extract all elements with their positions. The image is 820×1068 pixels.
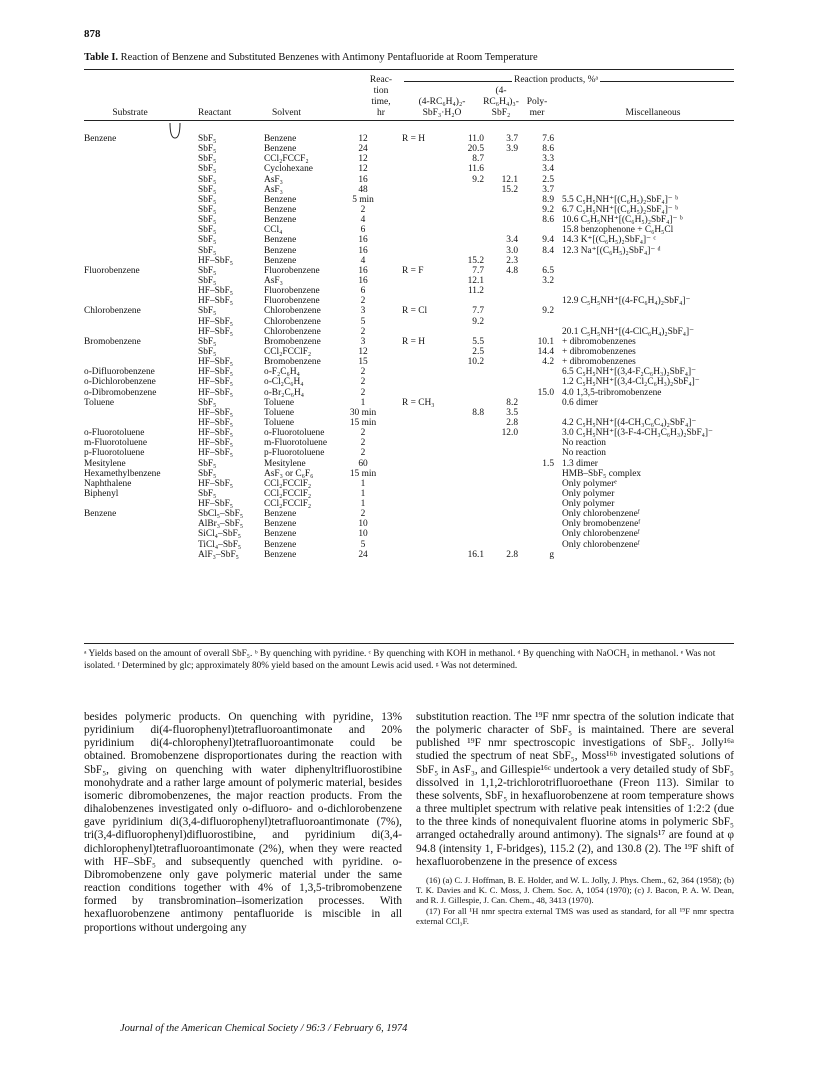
cell-reactant: SbF₅	[198, 458, 217, 469]
cell-reactant: HF–SbF₅	[198, 407, 234, 418]
cell-substrate: o-Difluorobenzene	[84, 367, 155, 378]
cell-solvent: Benzene	[264, 144, 297, 155]
cell-misc: 0.6 dimer	[562, 397, 598, 408]
cell-reactant: SbF₅	[198, 225, 217, 236]
header-time: Reac- tion time, hr	[369, 75, 393, 118]
cell-polymer: 3.3	[542, 154, 554, 165]
cell-diaryl: 8.7	[472, 154, 484, 165]
cell-substrate: Benzene	[84, 134, 117, 144]
cell-substrate: Chlorobenzene	[84, 306, 141, 317]
header-col-b: (4- RC₆H₄)₃- SbF₂	[483, 86, 519, 118]
cell-time: 2	[360, 296, 366, 307]
cell-triaryl: 15.2	[501, 184, 518, 195]
cell-reactant: HF–SbF₅	[198, 316, 234, 327]
cell-substrate: Hexamethylbenzene	[84, 468, 161, 479]
header-solvent: Solvent	[272, 108, 302, 118]
cell-substrate: o-Dichlorobenzene	[84, 377, 156, 388]
cell-solvent: Toluene	[264, 417, 295, 428]
cell-polymer: 7.6	[542, 134, 554, 144]
cell-reactant: SbF₅	[198, 134, 217, 144]
cell-misc: + dibromobenzenes	[562, 346, 636, 357]
cell-solvent: Benzene	[264, 235, 297, 246]
cell-diaryl: 16.1	[467, 549, 484, 560]
cell-polymer: 1.5	[542, 458, 554, 469]
cell-time: 2	[360, 377, 366, 388]
reaction-products-label: Reaction products, %ᵃ	[514, 75, 599, 85]
cell-diaryl: 12.1	[467, 275, 484, 286]
journal-footer: Journal of the American Chemical Society / 96:3 / February 6, 1974	[120, 1023, 408, 1034]
cell-triaryl: 4.8	[506, 265, 518, 276]
cell-time: 12	[358, 154, 368, 165]
cell-solvent: AsF₃ or C₆F₆	[264, 468, 314, 479]
cell-polymer: g	[549, 549, 554, 560]
cell-polymer: 4.2	[542, 357, 554, 368]
cell-solvent: Bromobenzene	[264, 357, 321, 368]
cell-solvent: Benzene	[264, 509, 297, 520]
cell-time: 5	[360, 539, 366, 550]
cell-diaryl: 9.2	[472, 316, 484, 327]
cell-reactant: SbF₅	[198, 265, 217, 276]
cell-solvent: Fluorobenzene	[264, 265, 320, 276]
cell-misc: Only polymer	[562, 499, 615, 510]
body-left-column	[84, 711, 402, 935]
cell-misc: No reaction	[562, 448, 606, 459]
cell-reactant: SbF₅	[198, 468, 217, 479]
table-row	[84, 306, 734, 316]
cell-triaryl: 2.3	[506, 255, 518, 266]
cell-solvent: Benzene	[264, 194, 297, 205]
cell-time: 16	[358, 245, 368, 256]
table-row	[84, 499, 734, 509]
cell-misc: 6.7 C₅H₅NH⁺[(C₆H₅)₂SbF₄]⁻ ᵇ	[562, 204, 679, 215]
cell-reactant: SbF₅	[198, 235, 217, 246]
cell-time: 12	[358, 134, 368, 144]
cell-diaryl: 9.2	[472, 174, 484, 185]
cell-solvent: Benzene	[264, 245, 297, 256]
cell-polymer: 9.2	[542, 306, 554, 317]
cell-solvent: CCl₂FCClF₂	[264, 499, 312, 510]
cell-solvent: AsF₃	[264, 275, 283, 286]
cell-diaryl: 2.5	[472, 346, 484, 357]
reference-17: (17) For all ¹H nmr spectra external TMS was used as standard, for all ¹⁹F nmr spectra external CCl₃F.	[416, 905, 734, 926]
table-row	[84, 185, 734, 195]
table-row	[84, 408, 734, 418]
table-row	[84, 164, 734, 174]
cell-triaryl: 3.4	[506, 235, 518, 246]
cell-time: 24	[358, 549, 368, 560]
cell-solvent: Benzene	[264, 255, 297, 266]
cell-reactant: HF–SbF₅	[198, 296, 234, 307]
cell-misc: 12.3 Na⁺[(C₆H₅)₂SbF₄]⁻ ᵈ	[562, 245, 661, 256]
cell-reactant: HF–SbF₅	[198, 478, 234, 489]
cell-reactant: SbF₅	[198, 397, 217, 408]
cell-diaryl: 7.7	[472, 265, 484, 276]
cell-substrate: Naphthalene	[84, 478, 132, 489]
cell-solvent: Benzene	[264, 539, 297, 550]
cell-reactant: SbF₅	[198, 215, 217, 226]
cell-misc: 14.3 K⁺[(C₆H₅)₂SbF₄]⁻ ᶜ	[562, 235, 656, 246]
cell-misc: + dibromobenzenes	[562, 357, 636, 368]
cell-time: 4	[360, 255, 366, 266]
cell-solvent: p-Fluorotoluene	[264, 448, 325, 459]
table-row	[84, 448, 734, 458]
table-row	[84, 225, 734, 235]
table-top-rule	[84, 69, 734, 70]
cell-diaryl: 20.5	[467, 144, 484, 155]
table-row	[84, 459, 734, 469]
cell-time: 16	[358, 235, 368, 246]
cell-reactant: HF–SbF₅	[198, 286, 234, 297]
cell-triaryl: 3.9	[506, 144, 518, 155]
cell-misc: Only bromobenzeneᶠ	[562, 519, 641, 530]
cell-time: 1	[360, 478, 366, 489]
cell-time: 16	[358, 174, 368, 185]
header-col-a: (4-RC₆H₄)₂- SbF₃·H₂O	[418, 97, 466, 118]
cell-triaryl: 12.1	[501, 174, 518, 185]
cell-time: 2	[360, 428, 366, 439]
cell-misc: Only polymerᵉ	[562, 478, 617, 489]
cell-time: 15 min	[349, 468, 377, 479]
cell-misc: 6.5 C₅H₅NH⁺[(3,4-F₂C₆H₃)₂SbF₄]⁻	[562, 367, 697, 378]
cell-solvent: Chlorobenzene	[264, 306, 321, 317]
cell-polymer: 8.6	[542, 144, 554, 155]
cell-reactant: SbF₅	[198, 154, 217, 165]
cell-misc: 4.0 1,3,5-tribromobenzene	[562, 387, 662, 398]
cell-reactant: HF–SbF₅	[198, 438, 234, 449]
cell-time: 2	[360, 387, 366, 398]
cell-diaryl: 11.2	[467, 286, 484, 297]
cell-polymer: 14.4	[537, 346, 554, 357]
table-header-rule	[84, 120, 734, 121]
cell-reactant: SbF₅	[198, 245, 217, 256]
cell-misc: Only polymer	[562, 488, 615, 499]
cell-time: 3	[360, 306, 366, 317]
cell-misc: + dibromobenzenes	[562, 336, 636, 347]
references	[416, 875, 734, 926]
cell-solvent: Benzene	[264, 519, 297, 530]
cell-triaryl: 2.8	[506, 549, 518, 560]
cell-triaryl: 12.0	[501, 428, 518, 439]
table-row	[84, 377, 734, 387]
cell-reactant: HF–SbF₅	[198, 255, 234, 266]
cell-misc: No reaction	[562, 438, 606, 449]
cell-reactant: SbF₅	[198, 346, 217, 357]
cell-solvent: Toluene	[264, 407, 295, 418]
cell-time: 2	[360, 326, 366, 337]
cell-diaryl: 8.8	[472, 407, 484, 418]
table-caption-text: Reaction of Benzene and Substituted Benzenes with Antimony Pentafluoride at Room Temperature	[120, 52, 538, 63]
reference-16: (16) (a) C. J. Hoffman, B. E. Holder, and W. L. Jolly, J. Phys. Chem., 62, 364 (1958); (b) T. K. Davies and K. C. Moss, J. Chem. Soc. A, 1054 (1970); (c) J. Bacon, P. A. W. Dean, and R. J. Gillespie, J. Can. Chem., 48, 3413 (1970).	[416, 874, 734, 905]
cell-reactant: SbF₅	[198, 306, 217, 317]
cell-solvent: Cyclohexane	[264, 164, 313, 175]
cell-substrate: o-Fluorotoluene	[84, 428, 145, 439]
table-row	[84, 175, 734, 185]
cell-misc: 20.1 C₅H₅NH⁺[(4-ClC₆H₄)₂SbF₄]⁻	[562, 326, 695, 337]
cell-solvent: Chlorobenzene	[264, 326, 321, 337]
cell-solvent: CCl₂FCClF₂	[264, 346, 312, 357]
cell-reactant: SbCl₅–SbF₅	[198, 509, 244, 520]
cell-reactant: SbF₅	[198, 204, 217, 215]
table-caption-label: Table I.	[84, 52, 119, 63]
cell-solvent: o-Cl₂C₆H₄	[264, 377, 304, 388]
cell-reactant: SbF₅	[198, 144, 217, 155]
table-row	[84, 195, 734, 205]
header-misc: Miscellaneous	[625, 108, 681, 118]
cell-diaryl: 7.7	[472, 306, 484, 317]
table-row	[84, 398, 734, 408]
cell-reactant: SbF₅	[198, 164, 217, 175]
cell-reactant: SbF₅	[198, 275, 217, 286]
cell-reactant: SbF₅	[198, 488, 217, 499]
table-row	[84, 154, 734, 164]
cell-solvent: Benzene	[264, 529, 297, 540]
table-footnotes: ᵃ Yields based on the amount of overall SbF₅. ᵇ By quenching with pyridine. ᶜ By quenching with KOH in methanol. ᵈ By quenching with NaOCH₃ in methanol. ᵉ Was not isolated. ᶠ Determined by glc; approximately 80% yield based on the amount Lewis acid used. ᵍ Was not determined.	[84, 649, 716, 671]
cell-polymer: 6.5	[542, 265, 554, 276]
cell-polymer: 3.7	[542, 184, 554, 195]
cell-reactant: AlF₃–SbF₅	[198, 549, 239, 560]
cell-misc: 15.8 benzophenone + C₆H₅Cl	[562, 225, 674, 236]
cell-substrate: Mesitylene	[84, 458, 126, 469]
cell-reactant: HF–SbF₅	[198, 428, 234, 439]
cell-polymer: 3.4	[542, 164, 554, 175]
table-row	[84, 438, 734, 448]
header-substrate: Substrate	[112, 108, 148, 118]
cell-substituent: R = H	[402, 134, 425, 144]
cell-time: 4	[360, 215, 366, 226]
cell-solvent: CCl₂FCClF₂	[264, 488, 312, 499]
table-row	[84, 357, 734, 367]
data-table	[84, 134, 734, 560]
cell-time: 24	[358, 144, 368, 155]
cell-reactant: SbF₅	[198, 174, 217, 185]
cell-misc: 5.5 C₅H₅NH⁺[(C₆H₅)₂SbF₄]⁻ ᵇ	[562, 194, 679, 205]
cell-misc: 12.9 C₅H₅NH⁺[(4-FC₆H₄)₂SbF₄]⁻	[562, 296, 691, 307]
cell-misc: Only chlorobenzeneᶠ	[562, 509, 640, 520]
body-right-text: substitution reaction. The ¹⁹F nmr spectra of the solution indicate that the polymeric character of SbF₅ is maintained. There are several published ¹⁹F nmr spectroscopic investigations of SbF₅. Jolly¹⁶ᵃ studied the spectrum of neat SbF₅, Moss¹⁶ᵇ investigated solutions of SbF₅ in AsF₃, and Gillespie¹⁶ᶜ undertook a very detailed study of SbF₅ dissolved in 1,1,2-trichlorotrifluoroethane (Freon 113). Similar to these solvents, SbF₅ in hexafluorobenzene at room temperature shows a three multiplet spectrum with relative peak intensities of 1:2:2 (due to the three kinds of nonequivalent fluorine atoms in polymeric SbF₅ arranged octahedrally around antimony). The signals¹⁷ are found at φ 94.8 (intensity 1, F-bridges), 115.2 (2), and 130.8 (2). The ¹⁹F shift of hexafluorobenzene in the presence of excess	[416, 711, 734, 868]
table-row	[84, 235, 734, 245]
table-row	[84, 276, 734, 286]
cell-substrate: Toluene	[84, 397, 115, 408]
cell-reactant: SbF₅	[198, 184, 217, 195]
cell-time: 15	[358, 357, 368, 368]
cell-misc: Only chlorobenzeneᶠ	[562, 539, 640, 550]
cell-solvent: Benzene	[264, 549, 297, 560]
cell-time: 30 min	[349, 407, 377, 418]
cell-solvent: o-F₂C₆H₄	[264, 367, 300, 378]
table-row	[84, 296, 734, 306]
cell-reactant: HF–SbF₅	[198, 357, 234, 368]
cell-substrate: p-Fluorotoluene	[84, 448, 145, 459]
table-row	[84, 205, 734, 215]
header-polymer: Poly- mer	[526, 97, 548, 118]
table-row	[84, 266, 734, 276]
cell-time: 2	[360, 438, 366, 449]
cell-diaryl: 11.6	[467, 164, 484, 175]
table-row	[84, 134, 734, 144]
cell-time: 2	[360, 204, 366, 215]
cell-time: 6	[360, 225, 366, 236]
cell-diaryl: 11.0	[467, 134, 484, 144]
cell-solvent: Benzene	[264, 204, 297, 215]
table-row	[84, 347, 734, 357]
cell-solvent: Fluorobenzene	[264, 296, 320, 307]
table-row	[84, 509, 734, 519]
cell-polymer: 3.2	[542, 275, 554, 286]
table-row	[84, 367, 734, 377]
cell-time: 48	[358, 184, 368, 195]
cell-substrate: o-Dibromobenzene	[84, 387, 157, 398]
cell-time: 2	[360, 448, 366, 459]
cell-substituent: R = F	[402, 265, 424, 276]
cell-time: 2	[360, 367, 366, 378]
cell-reactant: HF–SbF₅	[198, 499, 234, 510]
table-row	[84, 388, 734, 398]
cell-substituent: R = H	[402, 336, 425, 347]
cell-triaryl: 2.8	[506, 417, 518, 428]
table-row	[84, 479, 734, 489]
cell-misc: 3.0 C₅H₅NH⁺[(3-F-4-CH₃C₆H₃)₂SbF₄]⁻	[562, 428, 714, 439]
table-caption	[84, 52, 538, 63]
cell-reactant: HF–SbF₅	[198, 387, 234, 398]
cell-diaryl: 10.2	[467, 357, 484, 368]
table-row	[84, 327, 734, 337]
cell-time: 5	[360, 316, 366, 327]
cell-triaryl: 3.0	[506, 245, 518, 256]
cell-time: 1	[360, 499, 366, 510]
table-row	[84, 337, 734, 347]
cell-time: 3	[360, 336, 366, 347]
header-reactant: Reactant	[198, 108, 232, 118]
cell-triaryl: 3.5	[506, 407, 518, 418]
table-row	[84, 418, 734, 428]
table-row	[84, 246, 734, 256]
table-row	[84, 215, 734, 225]
cell-reactant: AlBr₃–SbF₅	[198, 519, 244, 530]
cell-reactant: TiCl₄–SbF₅	[198, 539, 242, 550]
cell-time: 10	[358, 519, 368, 530]
cell-polymer: 8.4	[542, 245, 554, 256]
cell-reactant: HF–SbF₅	[198, 448, 234, 459]
cell-reactant: SiCl₄–SbF₅	[198, 529, 242, 540]
cell-solvent: Benzene	[264, 215, 297, 226]
cell-solvent: CCl₂FCCF₂	[264, 154, 309, 165]
cell-substrate: Biphenyl	[84, 488, 119, 499]
cell-time: 6	[360, 286, 366, 297]
cell-time: 60	[358, 458, 368, 469]
table-row	[84, 540, 734, 550]
cell-polymer: 10.1	[537, 336, 554, 347]
cell-diaryl: 5.5	[472, 336, 484, 347]
cell-time: 16	[358, 275, 368, 286]
cell-misc: Only chlorobenzeneᶠ	[562, 529, 640, 540]
table-row	[84, 144, 734, 154]
table-row	[84, 469, 734, 479]
table-row	[84, 317, 734, 327]
cell-time: 12	[358, 346, 368, 357]
cell-polymer: 8.6	[542, 215, 554, 226]
cell-solvent: Toluene	[264, 397, 295, 408]
cell-reactant: HF–SbF₅	[198, 417, 234, 428]
table-row	[84, 519, 734, 529]
cell-misc: 10.6 C₅H₅NH⁺[(C₆H₅)₂SbF₄]⁻ ᵇ	[562, 215, 683, 226]
cell-substituent: R = CH₃	[402, 397, 435, 408]
cell-triaryl: 8.2	[506, 397, 518, 408]
cell-time: 5 min	[352, 194, 374, 205]
cell-reactant: HF–SbF₅	[198, 377, 234, 388]
table-row	[84, 286, 734, 296]
cell-substrate: Bromobenzene	[84, 336, 141, 347]
body-right-column	[416, 711, 734, 927]
cell-time: 10	[358, 529, 368, 540]
cell-solvent: Fluorobenzene	[264, 286, 320, 297]
table-row	[84, 428, 734, 438]
cell-misc: 4.2 C₅H₅NH⁺[(4-CH₃C₆C₄)₂SbF₄]⁻	[562, 417, 697, 428]
cell-substrate: m-Fluorotoluene	[84, 438, 148, 449]
cell-solvent: o-Fluorotoluene	[264, 428, 325, 439]
cell-reactant: HF–SbF₅	[198, 367, 234, 378]
table-row	[84, 550, 734, 560]
cell-solvent: Mesitylene	[264, 458, 306, 469]
cell-misc: 1.3 dimer	[562, 458, 598, 469]
cell-time: 2	[360, 509, 366, 520]
cell-solvent: Benzene	[264, 134, 297, 144]
cell-triaryl: 3.7	[506, 134, 518, 144]
cell-polymer: 9.2	[542, 204, 554, 215]
table-row	[84, 489, 734, 499]
cell-solvent: o-Br₂C₆H₄	[264, 387, 305, 398]
cell-reactant: SbF₅	[198, 336, 217, 347]
cell-solvent: AsF₃	[264, 184, 283, 195]
cell-reactant: HF–SbF₅	[198, 326, 234, 337]
cell-time: 15 min	[349, 417, 377, 428]
cell-solvent: Bromobenzene	[264, 336, 321, 347]
cell-substituent: R = Cl	[402, 306, 428, 317]
cell-time: 16	[358, 265, 368, 276]
cell-solvent: Chlorobenzene	[264, 316, 321, 327]
cell-polymer: 9.4	[542, 235, 554, 246]
cell-solvent: m-Fluorotoluene	[264, 438, 328, 449]
cell-polymer: 8.9	[542, 194, 554, 205]
table-bottom-rule	[84, 643, 734, 644]
table-row	[84, 256, 734, 266]
cell-substrate: Benzene	[84, 509, 117, 520]
cell-misc: 1.2 C₅H₅NH⁺[(3,4-Cl₂C₆H₃)₂SbF₄]⁻	[562, 377, 700, 388]
cell-solvent: AsF₃	[264, 174, 283, 185]
table-row	[84, 529, 734, 539]
cell-polymer: 15.0	[537, 387, 554, 398]
cell-substrate: Fluorobenzene	[84, 265, 140, 276]
cell-solvent: CCl₂FCClF₂	[264, 478, 312, 489]
cell-time: 1	[360, 488, 366, 499]
cell-time: 12	[358, 164, 368, 175]
cell-misc: HMB–SbF₅ complex	[562, 468, 642, 479]
cell-diaryl: 15.2	[467, 255, 484, 266]
body-left-text: besides polymeric products. On quenching with pyridine, 13% pyridinium di(4-fluorophenyl)tetrafluoroantimonate and 20% pyridinium di(4-chlorophenyl)tetrafluoroantimonate could be obtained. Bromobenzene disproportionates during the reaction with SbF₅, giving on quenching with water diphenyltrifluorostibine monohydrate and a rather large amount of polymeric material, besides isomeric dibromobenzenes, the major reaction products. From the dihalobenzenes investigated only o-difluoro- and o-dichlorobenzene gave pyridinium di(3,4-difluorophenyl)tetrafluoroantimonate (7%), tri(3,4-difluorophenyl)difluorostibine, and pyridinium di(3,4-dichlorophenyl)tetrafluoroantimonate (2%), when they were reacted with HF–SbF₅ and subsequently quenched with pyridine. o-Dibromobenzene only gave polymeric material under the same reaction conditions together with 4% of 1,3,5-tribromobenzene formed by transbromination–isomerization processes. With hexafluorobenzene antimony pentafluoride is miscible in all proportions without undergoing any	[84, 711, 402, 934]
cell-time: 1	[360, 397, 366, 408]
page-number: 878	[84, 28, 101, 40]
cell-polymer: 2.5	[542, 174, 554, 185]
cell-reactant: SbF₅	[198, 194, 217, 205]
cell-solvent: CCl₄	[264, 225, 283, 236]
